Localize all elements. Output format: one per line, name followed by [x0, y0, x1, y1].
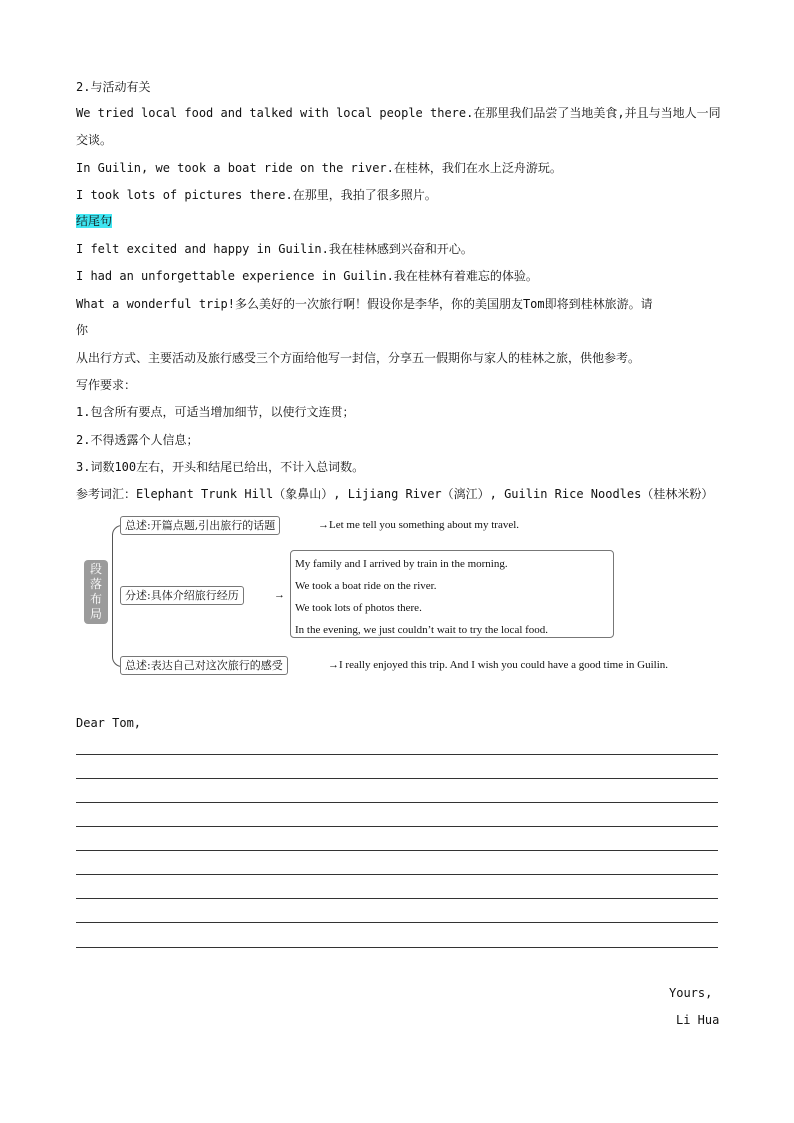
activity-sentence: We tried local food and talked with local people there.在那里我们品尝了当地美食,并且与当地人一同	[76, 106, 721, 120]
activity-sentence: In Guilin, we took a boat ride on the river.在桂林，我们在水上泛舟游玩。	[76, 161, 562, 175]
requirement-item: 2.不得透露个人信息；	[76, 433, 199, 447]
prompt-line: 从出行方式、主要活动及旅行感受三个方面给他写一封信，分享五一假期你与家人的桂林之旅，供他参考。	[76, 351, 641, 365]
letter-signature: Li Hua	[676, 1013, 720, 1027]
vocab-line: 参考词汇：Elephant Trunk Hill（象鼻山）, Lijiang River（漓江）, Guilin Rice Noodles（桂林米粉）	[76, 487, 714, 501]
prompt-line: 你	[76, 323, 89, 337]
writing-line[interactable]	[76, 898, 718, 899]
writing-line[interactable]	[76, 850, 718, 851]
activity-sentence: I took lots of pictures there.在那里，我拍了很多照片。	[76, 188, 437, 202]
letter-closing: Yours,	[669, 986, 713, 1000]
closing-sentence: I felt excited and happy in Guilin.我在桂林感到兴奋和开心。	[76, 242, 473, 256]
layout-tag: 段 落 布 局	[84, 560, 108, 624]
prompt-line: What a wonderful trip!多么美好的一次旅行啊！假设你是李华，你的美国朋友Tom即将到桂林旅游。请	[76, 297, 653, 311]
writing-line[interactable]	[76, 778, 718, 779]
closing-heading: 结尾句	[76, 214, 113, 228]
body-arrow: →	[274, 589, 285, 601]
writing-line[interactable]	[76, 826, 718, 827]
intro-text: →Let me tell you something about my travel.	[318, 519, 520, 531]
body-item: We took a boat ride on the river.	[295, 580, 437, 592]
writing-line[interactable]	[76, 802, 718, 803]
requirement-item: 1.包含所有要点，可适当增加细节，以使行文连贯；	[76, 405, 355, 419]
end-label: 总述:表达自己对这次旅行的感受	[120, 656, 288, 675]
end-text: →I really enjoyed this trip. And I wish you could have a good time in Guilin.	[328, 659, 669, 671]
activity-sentence: 交谈。	[76, 133, 113, 147]
body-label: 分述:具体介绍旅行经历	[120, 586, 244, 605]
writing-line[interactable]	[76, 947, 718, 948]
intro-label: 总述:开篇点题,引出旅行的话题	[120, 516, 280, 535]
letter-greeting: Dear Tom,	[76, 716, 142, 730]
body-item: We took lots of photos there.	[295, 602, 422, 614]
body-details-box	[290, 550, 614, 638]
closing-sentence: I had an unforgettable experience in Guilin.我在桂林有着难忘的体验。	[76, 269, 538, 283]
section-heading: 2.与活动有关	[76, 80, 151, 94]
writing-line[interactable]	[76, 754, 718, 755]
body-item: In the evening, we just couldn’t wait to try the local food.	[295, 624, 549, 636]
writing-line[interactable]	[76, 874, 718, 875]
requirement-item: 3.词数100左右，开头和结尾已给出，不计入总词数。	[76, 460, 365, 474]
requirements-title: 写作要求：	[76, 378, 137, 392]
body-item: My family and I arrived by train in the morning.	[295, 558, 508, 570]
writing-line[interactable]	[76, 922, 718, 923]
